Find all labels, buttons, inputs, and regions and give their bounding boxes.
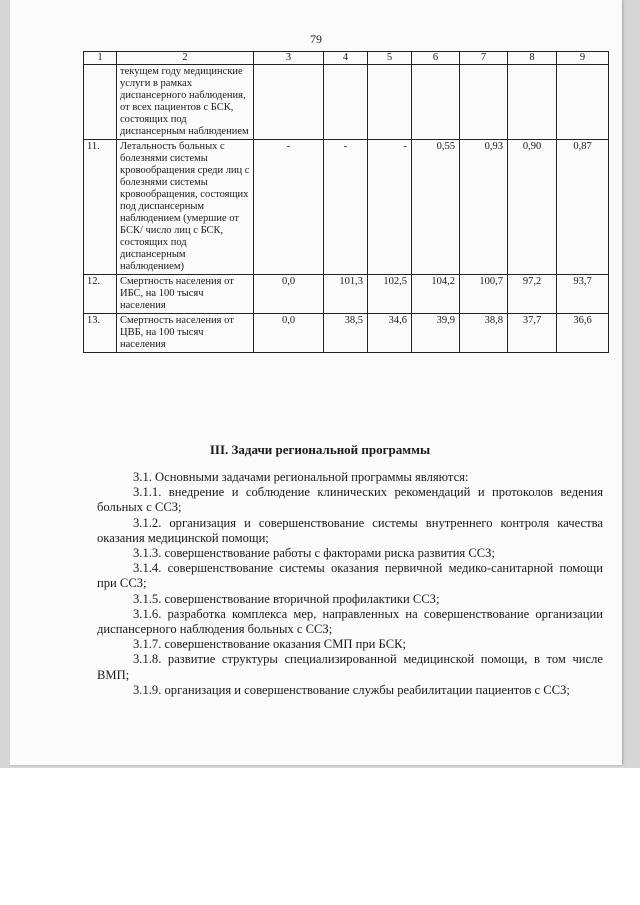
table-header-row	[84, 52, 609, 65]
page-number: 79	[310, 32, 322, 46]
value-cell: 102,5	[368, 275, 412, 314]
table-header-cell: 2	[117, 52, 254, 65]
value-cell: 101,3	[324, 275, 368, 314]
value-cell: 37,7	[508, 314, 557, 353]
value-cell: 100,7	[460, 275, 508, 314]
indicator-name: текущем году медицинские услуги в рамках диспансерного наблюдения, от всех пациентов с БСК, состоящих под диспансерным наблюдением	[117, 65, 254, 140]
value-cell: 0,87	[557, 140, 609, 275]
value-cell: 36,6	[557, 314, 609, 353]
indicator-name: Смертность населения от ИБС, на 100 тысяч населения	[117, 275, 254, 314]
table-row	[84, 275, 609, 314]
paragraph: 3.1.4. совершенствование системы оказания первичной медико-санитарной помощи при ССЗ;	[97, 561, 603, 591]
value-cell: 93,7	[557, 275, 609, 314]
table-header-cell: 7	[460, 52, 508, 65]
indicators-table	[83, 51, 609, 353]
value-cell: 38,5	[324, 314, 368, 353]
paragraph: 3.1. Основными задачами региональной программы являются:	[133, 470, 469, 484]
table-header-cell: 1	[84, 52, 117, 65]
table-header-cell: 9	[557, 52, 609, 65]
value-cell: 0,0	[254, 314, 324, 353]
value-cell	[508, 65, 557, 140]
table-header-cell: 8	[508, 52, 557, 65]
indicator-name: Летальность больных с болезнями системы кровообращения среди лиц с болезнями системы кровообращения, состоящих под диспансерным наблюдением (умершие от БСК/ число лиц с БСК, состоящих под диспансерным наблюдением)	[117, 140, 254, 275]
table-header-cell: 6	[412, 52, 460, 65]
value-cell: 97,2	[508, 275, 557, 314]
row-number: 12.	[84, 275, 117, 314]
paragraph: 3.1.8. развитие структуры специализированной медицинской помощи, в том числе ВМП;	[97, 652, 603, 682]
table-row	[84, 65, 609, 140]
value-cell: 104,2	[412, 275, 460, 314]
section-title: III. Задачи региональной программы	[209, 442, 431, 457]
table-row	[84, 140, 609, 275]
table-header-cell: 4	[324, 52, 368, 65]
table-row	[84, 314, 609, 353]
row-number: 11.	[84, 140, 117, 275]
tasks-list	[97, 470, 603, 698]
value-cell	[557, 65, 609, 140]
table-header-cell: 3	[254, 52, 324, 65]
value-cell	[254, 65, 324, 140]
value-cell: -	[254, 140, 324, 275]
paragraph: 3.1.2. организация и совершенствование системы внутреннего контроля качества оказания медицинской помощи;	[97, 515, 603, 545]
value-cell	[368, 65, 412, 140]
indicator-name: Смертность населения от ЦВБ, на 100 тысяч населения	[117, 314, 254, 353]
paragraph: 3.1.7. совершенствование оказания СМП при БСК;	[133, 637, 407, 652]
value-cell	[412, 65, 460, 140]
row-number	[84, 65, 117, 140]
value-cell: 38,8	[460, 314, 508, 353]
row-number: 13.	[84, 314, 117, 353]
value-cell: 0,55	[412, 140, 460, 275]
paragraph: 3.1.3. совершенствование работы с факторами риска развития ССЗ;	[133, 546, 495, 561]
value-cell: -	[324, 140, 368, 275]
value-cell: 0,90	[508, 140, 557, 275]
value-cell	[460, 65, 508, 140]
value-cell: 34,6	[368, 314, 412, 353]
value-cell	[324, 65, 368, 140]
paragraph: 3.1.9. организация и совершенствование службы реабилитации пациентов с ССЗ;	[133, 682, 570, 697]
value-cell: 0,0	[254, 275, 324, 314]
paragraph: 3.1.6. разработка комплекса мер, направленных на совершенствование организации диспансерного наблюдения больных с ССЗ;	[97, 606, 603, 637]
value-cell: 0,93	[460, 140, 508, 275]
value-cell: 39,9	[412, 314, 460, 353]
paragraph: 3.1.1. внедрение и соблюдение клинических рекомендаций и протоколов ведения больных с ССЗ;	[97, 485, 603, 515]
value-cell: -	[368, 140, 412, 275]
table-header-cell: 5	[368, 52, 412, 65]
paragraph: 3.1.5. совершенствование вторичной профилактики ССЗ;	[133, 591, 440, 606]
